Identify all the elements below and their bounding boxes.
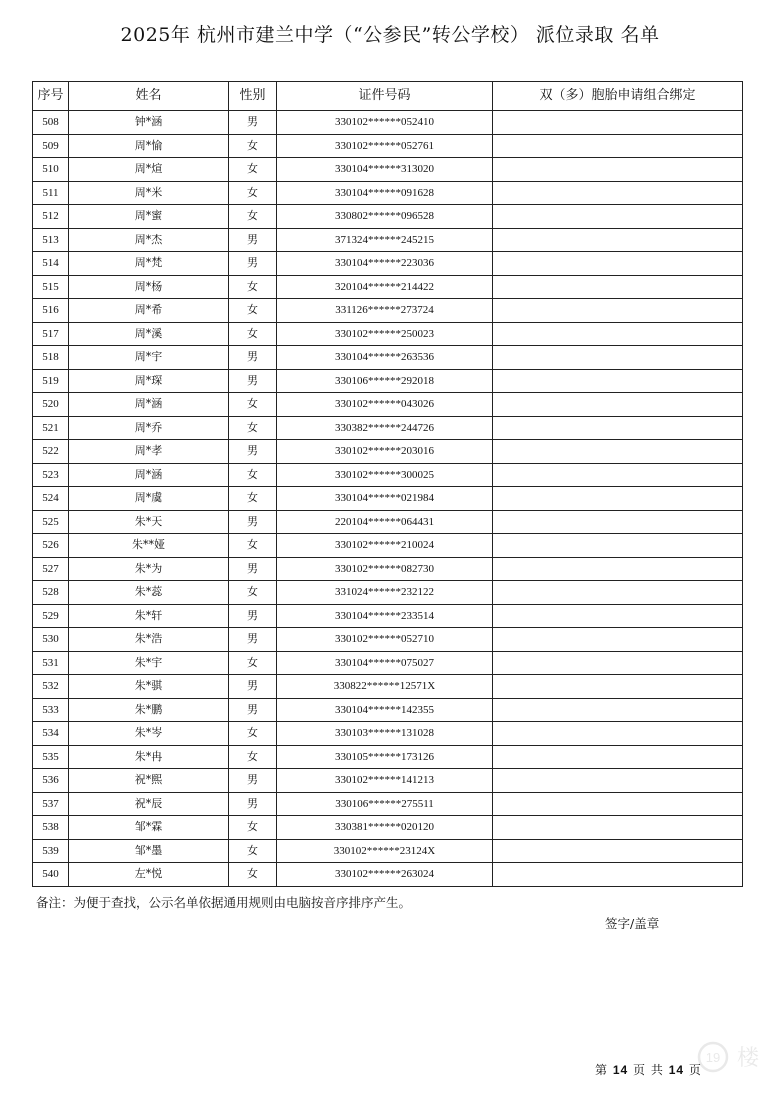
footer-page-number: 14 — [612, 1063, 629, 1077]
cell-seq: 534 — [33, 722, 69, 746]
cell-seq: 538 — [33, 816, 69, 840]
table-row — [33, 839, 743, 863]
table-row — [33, 228, 743, 252]
cell-id-number: 330102******141213 — [277, 769, 493, 793]
cell-gender: 女 — [229, 651, 277, 675]
cell-id-number: 331126******273724 — [277, 299, 493, 323]
cell-twin-binding — [493, 228, 743, 252]
cell-id-number: 330103******131028 — [277, 722, 493, 746]
cell-twin-binding — [493, 604, 743, 628]
table-row — [33, 252, 743, 276]
cell-seq: 539 — [33, 839, 69, 863]
cell-id-number: 330104******313020 — [277, 158, 493, 182]
table-row — [33, 722, 743, 746]
table-row — [33, 463, 743, 487]
table-row — [33, 745, 743, 769]
cell-seq: 524 — [33, 487, 69, 511]
cell-name: 周*希 — [69, 299, 229, 323]
svg-text:楼: 楼 — [736, 1046, 760, 1071]
cell-gender: 男 — [229, 698, 277, 722]
cell-id-number: 330102******043026 — [277, 393, 493, 417]
table-row — [33, 792, 743, 816]
table-row — [33, 628, 743, 652]
cell-twin-binding — [493, 393, 743, 417]
table-row — [33, 299, 743, 323]
cell-id-number: 330102******052761 — [277, 134, 493, 158]
cell-twin-binding — [493, 158, 743, 182]
table-row — [33, 698, 743, 722]
cell-twin-binding — [493, 628, 743, 652]
cell-seq: 514 — [33, 252, 69, 276]
cell-name: 朱*浩 — [69, 628, 229, 652]
footer-prefix: 第 — [595, 1063, 609, 1077]
cell-id-number: 330102******052710 — [277, 628, 493, 652]
cell-id-number: 330106******275511 — [277, 792, 493, 816]
cell-name: 周*杰 — [69, 228, 229, 252]
cell-twin-binding — [493, 581, 743, 605]
cell-gender: 女 — [229, 393, 277, 417]
cell-seq: 530 — [33, 628, 69, 652]
cell-id-number: 330102******23124X — [277, 839, 493, 863]
cell-gender: 女 — [229, 416, 277, 440]
cell-twin-binding — [493, 651, 743, 675]
table-row — [33, 604, 743, 628]
cell-twin-binding — [493, 416, 743, 440]
cell-seq: 528 — [33, 581, 69, 605]
cell-name: 钟*涵 — [69, 111, 229, 135]
header-gender: 性别 — [229, 82, 277, 111]
cell-id-number: 330102******300025 — [277, 463, 493, 487]
cell-name: 朱*骐 — [69, 675, 229, 699]
cell-seq: 515 — [33, 275, 69, 299]
cell-twin-binding — [493, 205, 743, 229]
cell-name: 周*涵 — [69, 393, 229, 417]
header-name: 姓名 — [69, 82, 229, 111]
cell-seq: 513 — [33, 228, 69, 252]
table-row — [33, 205, 743, 229]
cell-id-number: 330822******12571X — [277, 675, 493, 699]
cell-id-number: 330102******203016 — [277, 440, 493, 464]
table-row — [33, 275, 743, 299]
cell-seq: 540 — [33, 863, 69, 887]
cell-twin-binding — [493, 745, 743, 769]
cell-gender: 女 — [229, 158, 277, 182]
cell-twin-binding — [493, 275, 743, 299]
cell-id-number: 330382******244726 — [277, 416, 493, 440]
cell-name: 周*梵 — [69, 252, 229, 276]
cell-gender: 女 — [229, 722, 277, 746]
cell-name: 周*蜜 — [69, 205, 229, 229]
table-row — [33, 581, 743, 605]
cell-seq: 525 — [33, 510, 69, 534]
cell-seq: 537 — [33, 792, 69, 816]
cell-twin-binding — [493, 369, 743, 393]
cell-name: 朱*天 — [69, 510, 229, 534]
cell-twin-binding — [493, 863, 743, 887]
cell-name: 周*涵 — [69, 463, 229, 487]
cell-name: 邹*墨 — [69, 839, 229, 863]
cell-id-number: 220104******064431 — [277, 510, 493, 534]
cell-seq: 523 — [33, 463, 69, 487]
table-row — [33, 393, 743, 417]
cell-id-number: 330102******082730 — [277, 557, 493, 581]
cell-twin-binding — [493, 111, 743, 135]
cell-seq: 531 — [33, 651, 69, 675]
cell-id-number: 330802******096528 — [277, 205, 493, 229]
table-row — [33, 158, 743, 182]
cell-name: 祝*熙 — [69, 769, 229, 793]
cell-twin-binding — [493, 698, 743, 722]
cell-gender: 男 — [229, 769, 277, 793]
cell-id-number: 330106******292018 — [277, 369, 493, 393]
cell-name: 朱*岑 — [69, 722, 229, 746]
cell-gender: 女 — [229, 181, 277, 205]
cell-seq: 529 — [33, 604, 69, 628]
cell-twin-binding — [493, 769, 743, 793]
cell-name: 周*杨 — [69, 275, 229, 299]
cell-gender: 女 — [229, 322, 277, 346]
cell-gender: 女 — [229, 134, 277, 158]
cell-name: 周*虞 — [69, 487, 229, 511]
cell-gender: 女 — [229, 839, 277, 863]
cell-id-number: 330102******052410 — [277, 111, 493, 135]
cell-gender: 女 — [229, 487, 277, 511]
cell-gender: 女 — [229, 275, 277, 299]
table-row — [33, 134, 743, 158]
cell-seq: 512 — [33, 205, 69, 229]
table-row — [33, 651, 743, 675]
cell-seq: 508 — [33, 111, 69, 135]
table-row — [33, 510, 743, 534]
cell-name: 朱*轩 — [69, 604, 229, 628]
cell-name: 周*孝 — [69, 440, 229, 464]
cell-twin-binding — [493, 510, 743, 534]
cell-seq: 527 — [33, 557, 69, 581]
cell-id-number: 330102******263024 — [277, 863, 493, 887]
cell-gender: 男 — [229, 228, 277, 252]
cell-twin-binding — [493, 839, 743, 863]
cell-name: 朱*宇 — [69, 651, 229, 675]
cell-gender: 男 — [229, 111, 277, 135]
table-row — [33, 675, 743, 699]
cell-seq: 522 — [33, 440, 69, 464]
cell-id-number: 320104******214422 — [277, 275, 493, 299]
cell-twin-binding — [493, 181, 743, 205]
table-row — [33, 440, 743, 464]
table-row — [33, 557, 743, 581]
page-footer — [595, 1061, 702, 1078]
cell-twin-binding — [493, 675, 743, 699]
cell-id-number: 330102******250023 — [277, 322, 493, 346]
cell-twin-binding — [493, 816, 743, 840]
cell-name: 朱*鹏 — [69, 698, 229, 722]
cell-name: 邹*霖 — [69, 816, 229, 840]
cell-name: 周*宇 — [69, 346, 229, 370]
cell-twin-binding — [493, 487, 743, 511]
header-id-number: 证件号码 — [277, 82, 493, 111]
cell-gender: 女 — [229, 816, 277, 840]
cell-id-number: 330104******263536 — [277, 346, 493, 370]
cell-seq: 536 — [33, 769, 69, 793]
cell-gender: 男 — [229, 252, 277, 276]
cell-twin-binding — [493, 134, 743, 158]
table-row — [33, 416, 743, 440]
table-header-row — [33, 82, 743, 111]
footer-suffix: 页 — [688, 1063, 702, 1077]
cell-name: 朱**娅 — [69, 534, 229, 558]
page-title: 2025年 杭州市建兰中学（“公参民”转公学校） 派位录取 名单 — [120, 24, 660, 46]
cell-seq: 526 — [33, 534, 69, 558]
cell-gender: 女 — [229, 534, 277, 558]
cell-seq: 511 — [33, 181, 69, 205]
cell-seq: 510 — [33, 158, 69, 182]
table-body — [33, 111, 743, 887]
table-row — [33, 534, 743, 558]
cell-gender: 女 — [229, 863, 277, 887]
cell-twin-binding — [493, 534, 743, 558]
cell-name: 周*琛 — [69, 369, 229, 393]
cell-name: 周*溪 — [69, 322, 229, 346]
cell-gender: 女 — [229, 745, 277, 769]
svg-text:19: 19 — [705, 1050, 721, 1065]
cell-twin-binding — [493, 722, 743, 746]
cell-id-number: 330104******091628 — [277, 181, 493, 205]
cell-id-number: 331024******232122 — [277, 581, 493, 605]
cell-name: 周*乔 — [69, 416, 229, 440]
table-row — [33, 816, 743, 840]
cell-gender: 女 — [229, 299, 277, 323]
admission-table — [32, 81, 743, 887]
table-row — [33, 369, 743, 393]
cell-twin-binding — [493, 440, 743, 464]
cell-name: 朱*为 — [69, 557, 229, 581]
cell-name: 周*米 — [69, 181, 229, 205]
cell-twin-binding — [493, 322, 743, 346]
cell-id-number: 330105******173126 — [277, 745, 493, 769]
cell-gender: 男 — [229, 346, 277, 370]
table-row — [33, 769, 743, 793]
cell-twin-binding — [493, 463, 743, 487]
cell-gender: 男 — [229, 510, 277, 534]
table-row — [33, 181, 743, 205]
cell-seq: 518 — [33, 346, 69, 370]
cell-id-number: 330104******021984 — [277, 487, 493, 511]
footer-mid: 页 共 — [633, 1063, 664, 1077]
cell-seq: 520 — [33, 393, 69, 417]
header-twin-binding: 双（多）胞胎申请组合绑定 — [493, 82, 743, 111]
cell-name: 朱*冉 — [69, 745, 229, 769]
cell-id-number: 330104******223036 — [277, 252, 493, 276]
cell-gender: 男 — [229, 369, 277, 393]
table-row — [33, 487, 743, 511]
table-row — [33, 346, 743, 370]
cell-seq: 516 — [33, 299, 69, 323]
cell-seq: 517 — [33, 322, 69, 346]
cell-gender: 男 — [229, 440, 277, 464]
watermark-logo — [696, 1040, 770, 1074]
cell-gender: 女 — [229, 463, 277, 487]
cell-seq: 519 — [33, 369, 69, 393]
cell-twin-binding — [493, 252, 743, 276]
cell-id-number: 330104******142355 — [277, 698, 493, 722]
cell-seq: 532 — [33, 675, 69, 699]
cell-seq: 509 — [33, 134, 69, 158]
cell-id-number: 371324******245215 — [277, 228, 493, 252]
cell-name: 朱*蕊 — [69, 581, 229, 605]
cell-id-number: 330381******020120 — [277, 816, 493, 840]
cell-gender: 女 — [229, 205, 277, 229]
cell-gender: 男 — [229, 675, 277, 699]
header-seq: 序号 — [33, 82, 69, 111]
cell-twin-binding — [493, 299, 743, 323]
cell-twin-binding — [493, 346, 743, 370]
cell-twin-binding — [493, 557, 743, 581]
footer-total-pages: 14 — [668, 1063, 685, 1077]
table-row — [33, 322, 743, 346]
cell-name: 周*愉 — [69, 134, 229, 158]
cell-id-number: 330104******075027 — [277, 651, 493, 675]
cell-name: 周*煊 — [69, 158, 229, 182]
table-row — [33, 111, 743, 135]
signature-label: 签字/盖章 — [605, 916, 660, 931]
cell-name: 祝*辰 — [69, 792, 229, 816]
cell-gender: 男 — [229, 628, 277, 652]
remark-note: 备注：为便于查找，公示名单依据通用规则由电脑按音序排序产生。 — [36, 895, 412, 910]
cell-gender: 男 — [229, 792, 277, 816]
table-row — [33, 863, 743, 887]
cell-id-number: 330102******210024 — [277, 534, 493, 558]
cell-twin-binding — [493, 792, 743, 816]
cell-seq: 535 — [33, 745, 69, 769]
cell-gender: 男 — [229, 604, 277, 628]
cell-seq: 521 — [33, 416, 69, 440]
cell-id-number: 330104******233514 — [277, 604, 493, 628]
cell-seq: 533 — [33, 698, 69, 722]
cell-name: 左*悦 — [69, 863, 229, 887]
cell-gender: 女 — [229, 581, 277, 605]
cell-gender: 男 — [229, 557, 277, 581]
